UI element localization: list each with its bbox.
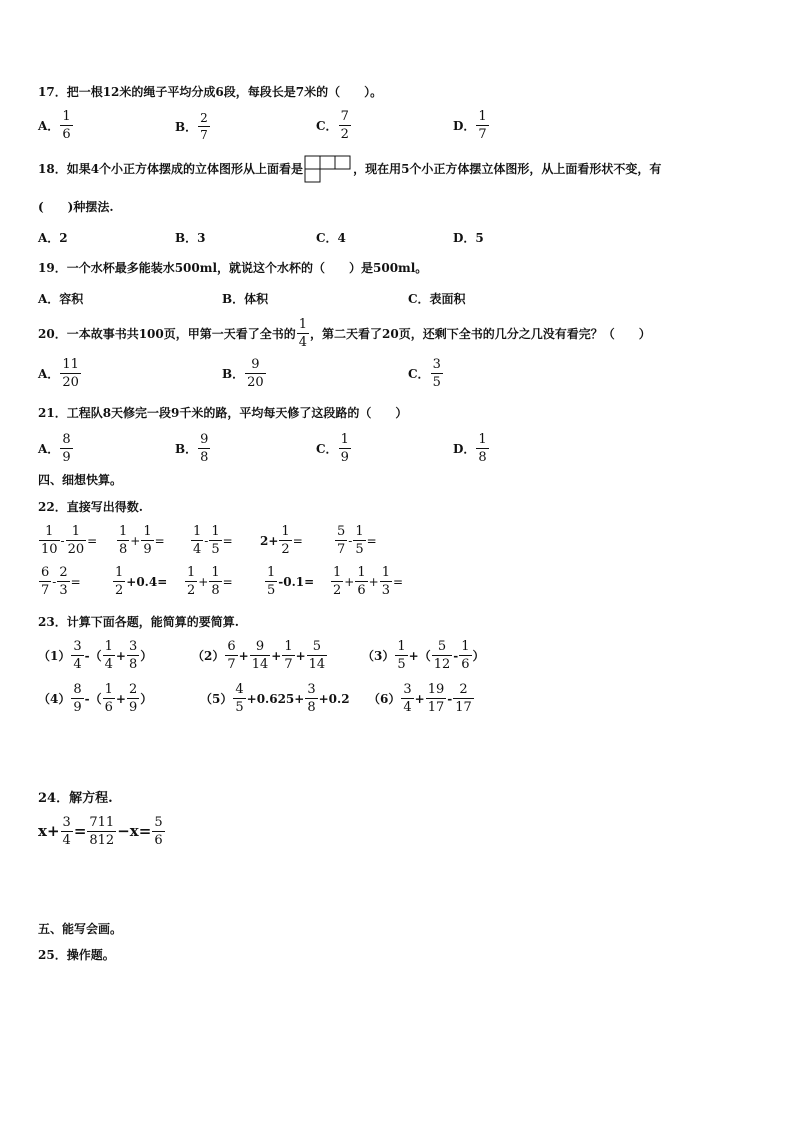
q23-problem-5: （5） $\frac{4}{5}$ +0.625+ $\frac{3}{8}$ +0.2: [200, 682, 350, 715]
q21-option-d[interactable]: [453, 433, 490, 464]
q20-option-b[interactable]: [222, 358, 267, 389]
q21-stem: 21．工程队8天修完一段9千米的路，平均每天修了这段路的（ ）: [38, 406, 408, 420]
q22-expr-2: $\frac{1}{8}$ + $\frac{1}{9}$ =: [119, 524, 165, 557]
fraction: $\frac{1}{4}$: [193, 524, 202, 557]
fraction: $\frac{1}{6}$: [461, 639, 470, 672]
q22-expr-7: $\frac{1}{2}$ +0.4=: [115, 565, 168, 598]
q20-option-c[interactable]: [408, 358, 444, 389]
fraction: $\frac{1}{20}$: [67, 524, 85, 557]
fraction: $\frac{1}{6}$: [357, 565, 366, 598]
q24-stem: 24．解方程.: [38, 791, 113, 806]
fraction: $\frac{2}{17}$: [455, 682, 472, 715]
fraction: $\frac{1}{6}$: [62, 109, 71, 142]
option-label: A．: [38, 118, 60, 133]
q20-option-a[interactable]: [38, 358, 82, 389]
fraction: $\frac{3}{8}$: [128, 639, 138, 672]
fraction: $\frac{9}{20}$: [247, 357, 264, 390]
q17-option-a[interactable]: [38, 110, 74, 141]
q23-problem-2: （2） $\frac{6}{7}$ + $\frac{9}{14}$ + $\frac{1}{7}$ + $\frac{5}{14}$: [192, 639, 326, 672]
q25-stem: 25．操作题。: [38, 948, 115, 962]
fraction: $\frac{5}{6}$: [154, 815, 163, 848]
fraction: $\frac{1}{5}$: [211, 524, 220, 557]
q20-stem-b: ，第二天看了20页，还剩下全书的几分之几没有看完？（ ）: [310, 326, 651, 341]
q23-problem-3: （3） $\frac{1}{5}$ + （ $\frac{5}{12}$ - $\frac{1}{6}$ ）: [362, 639, 485, 672]
q19-option-c[interactable]: C．表面积: [408, 292, 466, 306]
fraction: $\frac{1}{9}$: [340, 432, 349, 465]
fraction: $\frac{1}{2}$: [187, 565, 196, 598]
section-heading-4: 四、细想快算。: [38, 473, 123, 487]
fraction: $\frac{3}{4}$: [73, 639, 82, 672]
fraction: $\frac{1}{4}$: [298, 317, 308, 350]
q21-option-c[interactable]: [316, 433, 352, 464]
option-label: B．: [175, 441, 198, 456]
top-view-grid-icon: [303, 154, 353, 184]
fraction: $\frac{1}{7}$: [478, 109, 487, 142]
fraction: $\frac{3}{8}$: [307, 682, 316, 715]
q22-expr-4: 2+ $\frac{1}{2}$ =: [260, 524, 303, 557]
q20-stem-line: [38, 318, 651, 349]
fraction: $\frac{1}{2}$: [115, 565, 124, 598]
q22-expr-3: $\frac{1}{4}$ - $\frac{1}{5}$ =: [193, 524, 233, 557]
option-label: A．: [38, 441, 60, 456]
q23-problem-4: （4） $\frac{8}{9}$ - （ $\frac{1}{6}$ + $\frac{2}{9}$ ）: [38, 682, 153, 715]
q23-problem-1: （1） $\frac{3}{4}$ - （ $\frac{1}{4}$ + $\frac{3}{8}$ ）: [38, 639, 153, 672]
q22-expr-8: $\frac{1}{2}$ + $\frac{1}{8}$ =: [187, 565, 233, 598]
q17-option-b[interactable]: [175, 112, 211, 141]
fraction: $\frac{5}{7}$: [337, 524, 346, 557]
problem-label: （2）: [192, 648, 225, 663]
problem-label: （5）: [200, 691, 233, 706]
q17-option-d[interactable]: [453, 110, 490, 141]
q22-expr-5: $\frac{5}{7}$ - $\frac{1}{5}$ =: [337, 524, 377, 557]
fraction: $\frac{3}{4}$: [403, 682, 412, 715]
q23-problem-6: （6） $\frac{3}{4}$ + $\frac{19}{17}$ - $\frac{2}{17}$: [368, 682, 472, 715]
q19-option-b[interactable]: B．体积: [222, 292, 269, 306]
problem-label: （1）: [38, 648, 71, 663]
q18-stem-line: [38, 154, 661, 184]
problem-label: （4）: [38, 691, 71, 706]
option-label: C．: [316, 441, 338, 456]
fraction: $\frac{8}{9}$: [73, 682, 82, 715]
fraction: $\frac{1}{9}$: [143, 524, 152, 557]
option-label: B．: [175, 119, 198, 134]
fraction: $\frac{1}{8}$: [478, 432, 487, 465]
q18-stem-a: 18．如果4个小正方体摆成的立体图形从上面看是: [38, 162, 304, 176]
q19-stem: 19．一个水杯最多能装水500ml，就说这个水杯的（ ）是500ml。: [38, 261, 428, 275]
fraction: $\frac{6}{7}$: [41, 565, 50, 598]
q18-option-b[interactable]: B．3: [175, 231, 206, 245]
fraction: $\frac{1}{6}$: [104, 682, 113, 715]
fraction: $\frac{6}{7}$: [227, 639, 236, 672]
option-label: A．: [38, 366, 60, 381]
fraction: $\frac{8}{9}$: [62, 432, 71, 465]
fraction: $\frac{1}{5}$: [397, 639, 406, 672]
q21-option-a[interactable]: [38, 433, 74, 464]
fraction: $\frac{2}{3}$: [59, 565, 68, 598]
fraction: $\frac{1}{4}$: [104, 639, 113, 672]
fraction: $\frac{1}{2}$: [281, 524, 290, 557]
option-label: C．: [316, 118, 338, 133]
option-label: C．: [408, 366, 430, 381]
fraction: $\frac{1}{8}$: [119, 524, 128, 557]
q18-stem-c: ( )种摆法.: [38, 200, 114, 214]
section-heading-5: 五、能写会画。: [38, 922, 123, 936]
fraction: $\frac{1}{5}$: [355, 524, 364, 557]
q24-equation: x + $\frac{3}{4}$ = $\frac{711}{812}$ − x = $\frac{5}{6}$: [38, 815, 163, 848]
fraction: $\frac{19}{17}$: [427, 682, 445, 715]
fraction: $\frac{2}{7}$: [200, 111, 208, 142]
q22-expr-9: $\frac{1}{5}$ -0.1=: [267, 565, 315, 598]
fraction: $\frac{9}{8}$: [200, 432, 209, 465]
q20-stem-a: 20．一本故事书共100页，甲第一天看了全书的: [38, 326, 296, 341]
option-label: D．: [453, 441, 476, 456]
fraction: $\frac{1}{3}$: [381, 565, 390, 598]
fraction: $\frac{3}{5}$: [432, 357, 441, 390]
fraction: $\frac{3}{4}$: [62, 815, 71, 848]
q19-option-a[interactable]: A．容积: [38, 292, 84, 306]
fraction: $\frac{1}{10}$: [41, 524, 58, 557]
option-label: B．: [222, 366, 245, 381]
fraction: $\frac{1}{5}$: [267, 565, 276, 598]
fraction: $\frac{1}{7}$: [284, 639, 293, 672]
fraction: $\frac{711}{812}$: [89, 815, 115, 848]
q18-option-c[interactable]: C．4: [316, 231, 346, 245]
q22-expr-1: $\frac{1}{10}$ - $\frac{1}{20}$ =: [41, 524, 98, 557]
q22-stem: 22．直接写出得数.: [38, 500, 143, 514]
option-label: D．: [453, 118, 476, 133]
fraction: $\frac{1}{8}$: [211, 565, 220, 598]
problem-label: （3）: [362, 648, 395, 663]
fraction: $\frac{7}{2}$: [340, 109, 349, 142]
q18-stem-b: ，现在用5个小正方体摆立体图形，从上面看形状不变，有: [353, 162, 662, 176]
fraction: $\frac{5}{12}$: [433, 639, 451, 672]
fraction: $\frac{2}{9}$: [128, 682, 138, 715]
q22-expr-6: $\frac{6}{7}$ - $\frac{2}{3}$ =: [41, 565, 81, 598]
q21-option-b[interactable]: [175, 433, 211, 464]
fraction: $\frac{9}{14}$: [251, 639, 269, 672]
q22-expr-10: $\frac{1}{2}$ + $\frac{1}{6}$ + $\frac{1}{3}$ =: [333, 565, 404, 598]
fraction: $\frac{11}{20}$: [62, 357, 79, 390]
q18-option-a[interactable]: A．2: [38, 231, 68, 245]
q18-option-d[interactable]: D．5: [453, 231, 484, 245]
fraction: $\frac{5}{14}$: [308, 639, 326, 672]
problem-label: （6）: [368, 691, 401, 706]
q17-option-c[interactable]: [316, 110, 352, 141]
fraction: $\frac{1}{2}$: [333, 565, 342, 598]
q17-stem: 17．把一根12米的绳子平均分成6段，每段长是7米的（ ）。: [38, 85, 383, 99]
fraction: $\frac{4}{5}$: [235, 682, 244, 715]
q23-stem: 23．计算下面各题，能简算的要简算.: [38, 615, 239, 629]
